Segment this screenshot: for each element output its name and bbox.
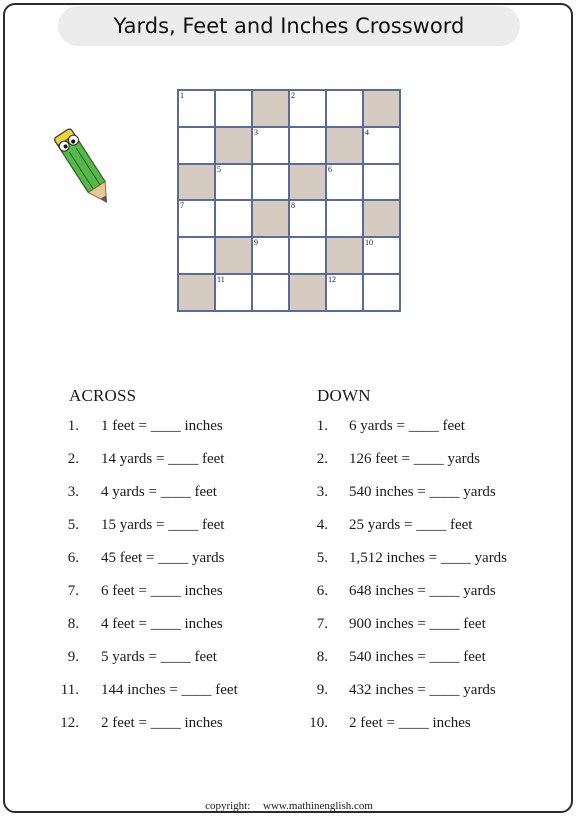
shaded-cell bbox=[215, 237, 252, 274]
down-clue-text: 540 inches = ____ yards bbox=[349, 484, 496, 500]
clue-number: 11 bbox=[217, 275, 225, 285]
answer-cell[interactable] bbox=[252, 127, 289, 164]
clue-number: 6 bbox=[328, 164, 332, 174]
across-clue-number: 8. bbox=[67, 616, 79, 632]
answer-cell[interactable] bbox=[326, 164, 363, 201]
answer-cell[interactable] bbox=[215, 90, 252, 127]
answer-cell[interactable] bbox=[215, 274, 252, 311]
across-clue-number: 12. bbox=[60, 715, 79, 731]
footer bbox=[0, 800, 578, 812]
shaded-cell bbox=[326, 127, 363, 164]
across-clue-number: 11. bbox=[60, 682, 79, 698]
copyright-label: copyright: bbox=[205, 800, 251, 812]
shaded-cell bbox=[363, 200, 400, 237]
shaded-cell bbox=[178, 164, 215, 201]
page-title: Yards, Feet and Inches Crossword bbox=[58, 6, 520, 46]
across-clue-text: 6 feet = ____ inches bbox=[101, 583, 223, 599]
across-clue-text: 45 feet = ____ yards bbox=[101, 550, 225, 566]
pencil-mascot-icon bbox=[52, 118, 124, 218]
down-clue-number: 2. bbox=[316, 451, 328, 467]
down-clue-number: 5. bbox=[316, 550, 328, 566]
clue-number: 4 bbox=[365, 127, 369, 137]
down-clue-text: 432 inches = ____ yards bbox=[349, 682, 496, 698]
clue-number: 5 bbox=[217, 164, 221, 174]
answer-cell[interactable] bbox=[363, 274, 400, 311]
answer-cell[interactable] bbox=[178, 90, 215, 127]
across-heading: ACROSS bbox=[69, 386, 137, 405]
crossword-grid bbox=[177, 89, 401, 312]
website-link[interactable]: www.mathinenglish.com bbox=[263, 800, 373, 812]
across-clue-number: 3. bbox=[67, 484, 79, 500]
across-clue-number: 2. bbox=[67, 451, 79, 467]
across-clue-number: 5. bbox=[67, 517, 79, 533]
across-clue-number: 7. bbox=[67, 583, 79, 599]
answer-cell[interactable] bbox=[363, 127, 400, 164]
down-clue-text: 25 yards = ____ feet bbox=[349, 517, 473, 533]
shaded-cell bbox=[289, 164, 326, 201]
down-clue-number: 9. bbox=[316, 682, 328, 698]
across-clue-text: 15 yards = ____ feet bbox=[101, 517, 225, 533]
answer-cell[interactable] bbox=[363, 237, 400, 274]
answer-cell[interactable] bbox=[252, 274, 289, 311]
answer-cell[interactable] bbox=[215, 200, 252, 237]
answer-cell[interactable] bbox=[326, 90, 363, 127]
down-clue-number: 1. bbox=[316, 418, 328, 434]
clue-number: 1 bbox=[180, 91, 184, 100]
answer-cell[interactable] bbox=[326, 200, 363, 237]
answer-cell[interactable] bbox=[215, 164, 252, 201]
shaded-cell bbox=[178, 274, 215, 311]
answer-cell[interactable] bbox=[289, 90, 326, 127]
clue-number: 9 bbox=[254, 238, 258, 248]
across-clue-text: 144 inches = ____ feet bbox=[101, 682, 238, 698]
clue-number: 2 bbox=[291, 91, 295, 100]
down-heading: DOWN bbox=[317, 386, 371, 405]
across-clue-text: 4 feet = ____ inches bbox=[101, 616, 223, 632]
shaded-cell bbox=[252, 90, 289, 127]
answer-cell[interactable] bbox=[252, 164, 289, 201]
down-clue-text: 2 feet = ____ inches bbox=[349, 715, 471, 731]
shaded-cell bbox=[363, 90, 400, 127]
answer-cell[interactable] bbox=[252, 237, 289, 274]
down-clue-text: 126 feet = ____ yards bbox=[349, 451, 480, 467]
shaded-cell bbox=[289, 274, 326, 311]
down-clue-text: 540 inches = ____ feet bbox=[349, 649, 486, 665]
down-clue-number: 4. bbox=[316, 517, 328, 533]
down-clue-text: 900 inches = ____ feet bbox=[349, 616, 486, 632]
answer-cell[interactable] bbox=[289, 127, 326, 164]
shaded-cell bbox=[252, 200, 289, 237]
answer-cell[interactable] bbox=[289, 237, 326, 274]
answer-cell[interactable] bbox=[178, 237, 215, 274]
across-clue-text: 1 feet = ____ inches bbox=[101, 418, 223, 434]
down-clue-text: 1,512 inches = ____ yards bbox=[349, 550, 508, 566]
answer-cell[interactable] bbox=[178, 127, 215, 164]
across-clue-text: 14 yards = ____ feet bbox=[101, 451, 225, 467]
answer-cell[interactable] bbox=[363, 164, 400, 201]
across-clue-number: 9. bbox=[67, 649, 79, 665]
clue-number: 3 bbox=[254, 127, 258, 137]
clue-number: 10 bbox=[365, 238, 373, 248]
down-clue-number: 7. bbox=[316, 616, 328, 632]
down-clue-number: 3. bbox=[316, 484, 328, 500]
down-clue-text: 648 inches = ____ yards bbox=[349, 583, 496, 599]
across-clue-text: 5 yards = ____ feet bbox=[101, 649, 217, 665]
clue-number: 12 bbox=[328, 275, 336, 285]
across-clue-text: 4 yards = ____ feet bbox=[101, 484, 217, 500]
shaded-cell bbox=[326, 237, 363, 274]
down-clue-number: 6. bbox=[316, 583, 328, 599]
down-clue-number: 8. bbox=[316, 649, 328, 665]
clue-number: 7 bbox=[180, 201, 184, 211]
down-clue-text: 6 yards = ____ feet bbox=[349, 418, 465, 434]
across-clue-number: 6. bbox=[67, 550, 79, 566]
answer-cell[interactable] bbox=[178, 200, 215, 237]
across-clue-number: 1. bbox=[67, 418, 79, 434]
across-clue-text: 2 feet = ____ inches bbox=[101, 715, 223, 731]
answer-cell[interactable] bbox=[326, 274, 363, 311]
clue-number: 8 bbox=[291, 201, 295, 211]
shaded-cell bbox=[215, 127, 252, 164]
down-clue-number: 10. bbox=[309, 715, 328, 731]
answer-cell[interactable] bbox=[289, 200, 326, 237]
